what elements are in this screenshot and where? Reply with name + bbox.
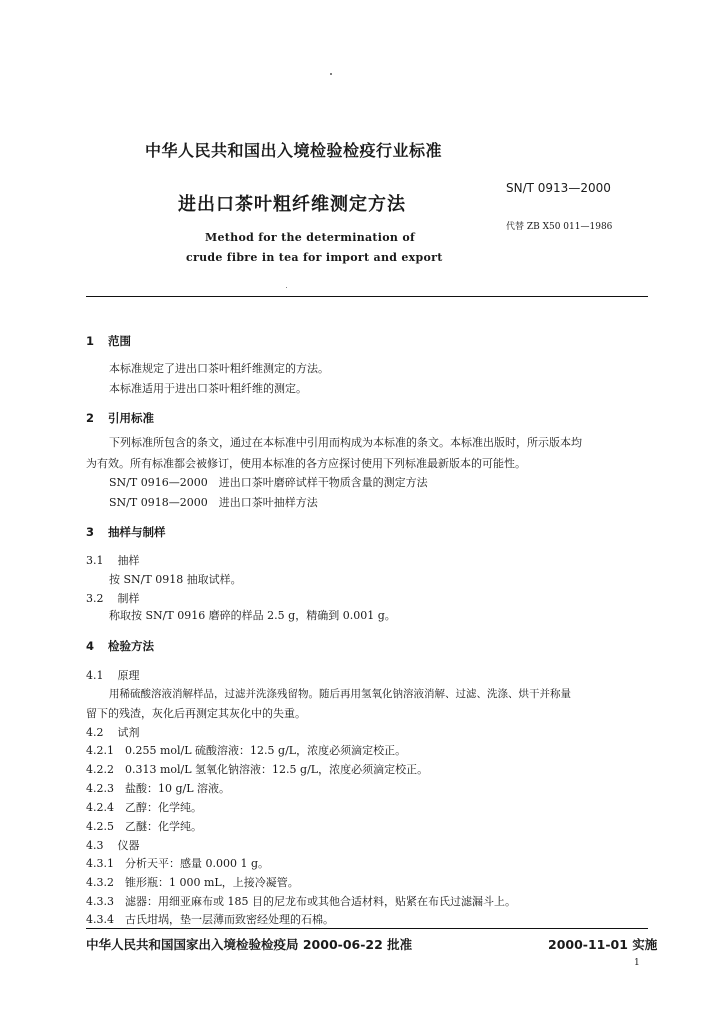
instrument-item: 4.3.3 滤器：用细亚麻布或 185 目的尼龙布或其他合适材料，贴紧在布氏过滤漏斗上。 (86, 895, 516, 908)
reagent-item: 4.2.4 乙醇：化学纯。 (86, 801, 202, 814)
subsection-4-1-text: 用稀硫酸溶液消解样品，过滤并洗涤残留物。随后再用氢氧化钠溶液消解、过滤、洗涤、烘干并称量 (109, 688, 571, 700)
instrument-item: 4.3.2 锥形瓶：1 000 mL，上接冷凝管。 (86, 876, 299, 889)
subsection-4-1-heading: 4.1 原理 (86, 669, 140, 682)
section-2-paragraph: 为有效。所有标准都会被修订，使用本标准的各方应探讨使用下列标准最新版本的可能性。 (86, 457, 526, 470)
subsection-3-2-heading: 3.2 制样 (86, 592, 140, 605)
subsection-4-3-heading: 4.3 仪器 (86, 839, 140, 852)
section-4-heading: 4 检验方法 (86, 639, 154, 653)
subsection-3-1-text: 按 SN/T 0918 抽取试样。 (109, 573, 242, 586)
section-3-heading: 3 抽样与制样 (86, 525, 166, 539)
reagent-item: 4.2.5 乙醚：化学纯。 (86, 820, 202, 833)
effective-date: 2000-11-01 实施 (548, 937, 658, 952)
reference-item: SN/T 0918—2000 进出口茶叶抽样方法 (109, 496, 318, 509)
section-1-paragraph: 本标准适用于进出口茶叶粗纤维的测定。 (109, 382, 307, 395)
scan-speck (286, 287, 287, 288)
header-divider (86, 296, 648, 297)
scan-speck (330, 73, 332, 75)
document-title: 进出口茶叶粗纤维测定方法 (178, 194, 406, 215)
section-2-heading: 2 引用标准 (86, 411, 154, 425)
subsection-3-2-text: 称取按 SN/T 0916 磨碎的样品 2.5 g，精确到 0.001 g。 (109, 609, 396, 622)
replaces-note: 代替 ZB X50 011—1986 (506, 222, 613, 232)
english-title-line2: crude fibre in tea for import and export (186, 251, 443, 264)
standard-number: SN/T 0913—2000 (506, 181, 611, 195)
reference-item: SN/T 0916—2000 进出口茶叶磨碎试样干物质含量的测定方法 (109, 476, 428, 489)
reagent-item: 4.2.2 0.313 mol/L 氢氧化钠溶液：12.5 g/L，浓度必须滴定校正。 (86, 763, 429, 776)
instrument-item: 4.3.1 分析天平：感量 0.000 1 g。 (86, 857, 270, 870)
footer-divider (86, 928, 648, 929)
reagent-item: 4.2.1 0.255 mol/L 硫酸溶液：12.5 g/L，浓度必须滴定校正。 (86, 744, 407, 757)
approval-issuer: 中华人民共和国国家出入境检验检疫局 2000-06-22 批准 (86, 937, 413, 952)
subsection-4-2-heading: 4.2 试剂 (86, 726, 140, 739)
instrument-item: 4.3.4 古氏坩埚，垫一层薄而致密经处理的石棉。 (86, 913, 334, 926)
subsection-4-1-text: 留下的残渣，灰化后再测定其灰化中的失重。 (86, 707, 306, 720)
section-1-heading: 1 范围 (86, 334, 131, 348)
reagent-item: 4.2.3 盐酸：10 g/L 溶液。 (86, 782, 231, 795)
subsection-3-1-heading: 3.1 抽样 (86, 554, 140, 567)
page-number: 1 (634, 958, 640, 968)
section-1-paragraph: 本标准规定了进出口茶叶粗纤维测定的方法。 (109, 362, 329, 375)
english-title-line1: Method for the determination of (205, 231, 416, 244)
standard-type-heading: 中华人民共和国出入境检验检疫行业标准 (145, 141, 443, 160)
section-2-paragraph: 下列标准所包含的条文，通过在本标准中引用而构成为本标准的条文。本标准出版时，所示版本均 (109, 436, 582, 449)
